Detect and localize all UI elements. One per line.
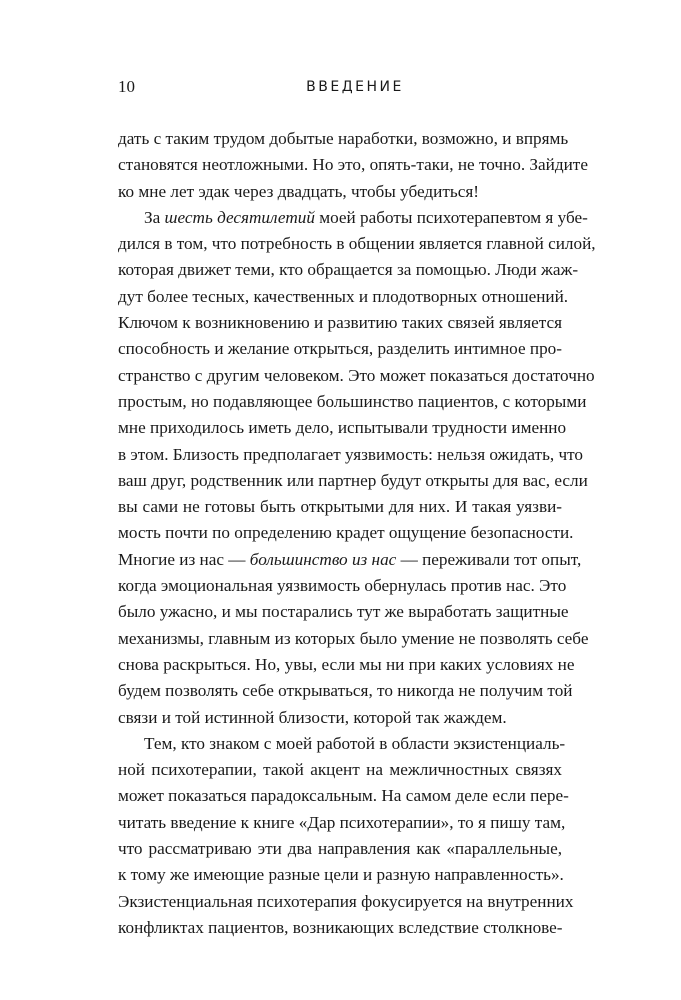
text-line: что рассматриваю эти два направления как «параллельные,	[118, 839, 562, 859]
page-header	[118, 74, 562, 100]
text-line: Ключом к возникновению и развитию таких связей является	[118, 313, 563, 333]
running-head: ВВЕДЕНИЕ	[306, 79, 404, 95]
text-line: мне приходилось иметь дело, испытывали трудности именно	[118, 418, 567, 438]
text-line: Экзистенциальная психотерапия фокусируется на внутренних	[118, 891, 574, 911]
text-line: способность и желание открыться, разделить интимное про-	[118, 339, 562, 359]
emphasis-text: большинство из нас	[249, 549, 397, 569]
text-line: читать введение к книге «Дар психотерапии», то я пишу там,	[118, 812, 566, 832]
text-line: дут более тесных, качественных и плодотворных отношений.	[118, 286, 569, 306]
text-line: может показаться парадоксальным. На самом деле если пере-	[118, 786, 569, 806]
text-line: простым, но подавляющее большинство пациентов, с которыми	[118, 391, 587, 411]
text-line: вы сами не готовы быть открытыми для них. И такая уязви-	[118, 497, 562, 517]
text-segment: Многие из нас —	[118, 549, 250, 569]
text-line: когда эмоциональная уязвимость обернулась против нас. Это	[118, 576, 567, 596]
text-segment: моей работы психотерапевтом я убе-	[314, 207, 588, 227]
text-line: странство с другим человеком. Это может показаться достаточно	[118, 365, 595, 385]
page-number: 10	[118, 77, 135, 96]
text-line: механизмы, главным из которых было умение не позволять себе	[118, 628, 589, 648]
text-line: связи и той истинной близости, которой так жаждем.	[118, 707, 507, 727]
text-line: было ужасно, и мы постарались тут же выработать защитные	[118, 602, 569, 622]
text-line	[118, 205, 588, 231]
text-line: дать с таким трудом добытые наработки, возможно, и впрямь	[118, 129, 569, 148]
text-line: становятся неотложными. Но это, опять-таки, не точно. Зайдите	[118, 155, 588, 175]
body-text	[118, 126, 596, 941]
text-line: в этом. Близость предполагает уязвимость: нельзя ожидать, что	[118, 444, 584, 464]
text-segment: — переживали тот опыт,	[396, 549, 582, 569]
text-line: дился в том, что потребность в общении является главной силой,	[118, 234, 596, 254]
text-line: конфликтах пациентов, возникающих вследствие столкнове-	[118, 917, 563, 937]
text-line: снова раскрыться. Но, увы, если мы ни при каких условиях не	[118, 654, 575, 674]
text-line: ной психотерапии, такой акцент на межличностных связях	[118, 760, 562, 780]
text-line: ко мне лет эдак через двадцать, чтобы убедиться!	[118, 181, 479, 201]
text-line: ваш друг, родственник или партнер будут открыты для вас, если	[118, 470, 588, 490]
emphasis-text: шесть десятилетий	[164, 207, 315, 227]
text-line: будем позволять себе открываться, то никогда не получим той	[118, 681, 573, 701]
text-line: мость почти по определению крадет ощущение безопасности.	[118, 523, 574, 543]
text-line	[118, 547, 582, 573]
text-line: которая движет теми, кто обращается за помощью. Люди жаж-	[118, 260, 579, 280]
text-line: Тем, кто знаком с моей работой в области экзистенциаль-	[144, 733, 566, 753]
text-line: к тому же имеющие разные цели и разную направленность».	[118, 865, 564, 885]
text-segment: За	[144, 207, 165, 227]
